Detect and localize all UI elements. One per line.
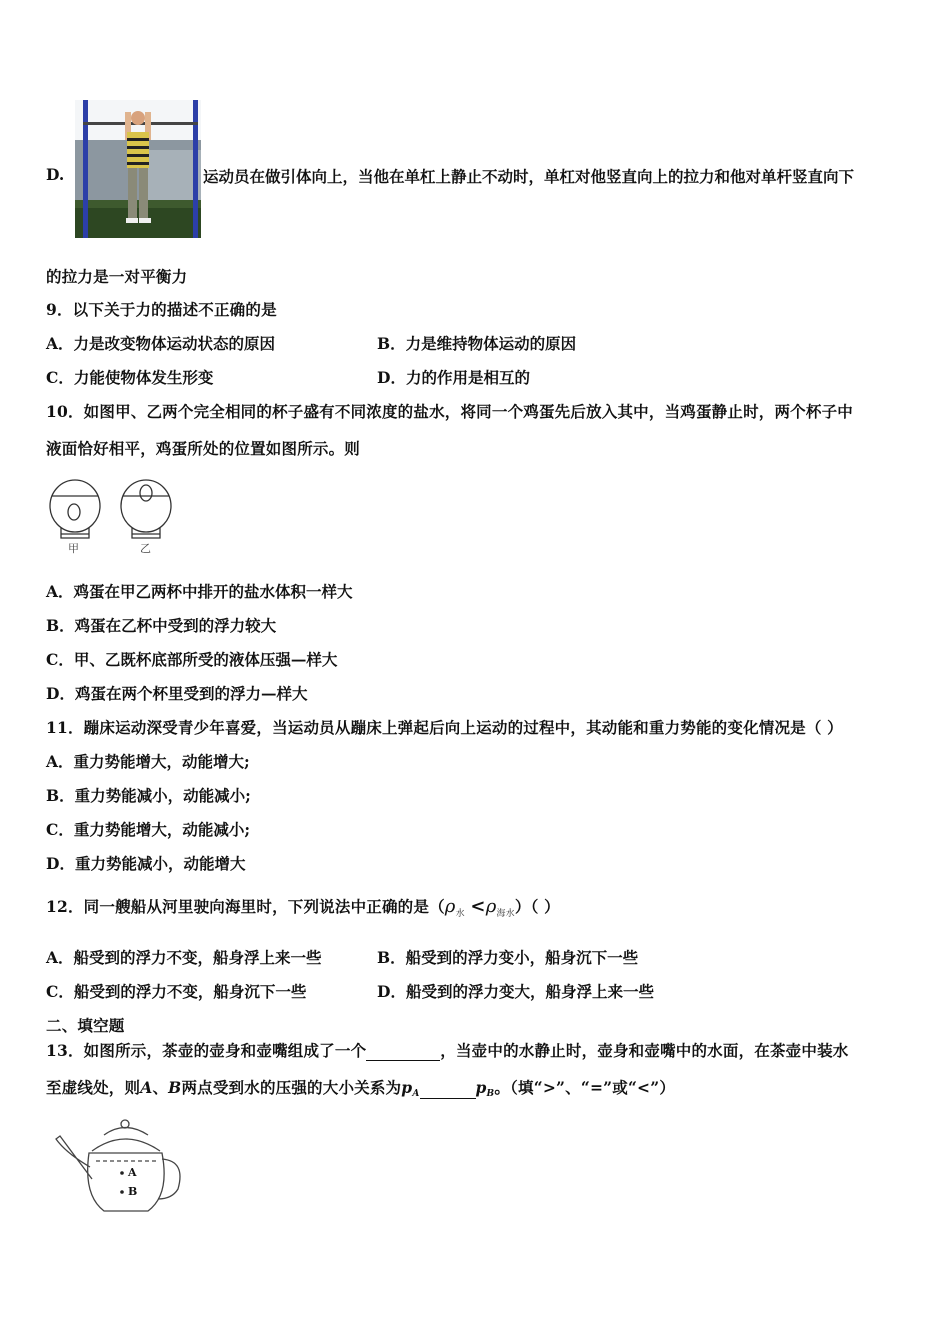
q9-stem: 9．以下关于力的描述不正确的是 [46, 300, 277, 319]
rho-water: ρ [444, 896, 456, 917]
pressure-sub-a: A [412, 1089, 420, 1099]
pull-up-photo [75, 100, 201, 238]
q12-stem-end: ）（ ） [514, 897, 560, 916]
q9-option-a: A．力是改变物体运动状态的原因 [46, 334, 276, 353]
q13-blank-2[interactable] [420, 1082, 476, 1099]
pressure-symbol-b: p [475, 1078, 487, 1097]
q12-option-a: A．船受到的浮力不变，船身浮上来一些 [46, 948, 322, 967]
q13-blank-1[interactable] [366, 1044, 440, 1061]
q8-option-d-label: D. [46, 165, 65, 184]
q13-stem1-b: ，当壶中的水静止时，壶身和壶嘴中的水面，在茶壶中装水 [440, 1041, 849, 1060]
q13-stem2-a: 至虚线处，则 [46, 1078, 141, 1097]
less-than: < [470, 896, 486, 917]
rho-seawater: ρ [485, 896, 497, 917]
q9-option-d: D．力的作用是相互的 [377, 368, 530, 387]
q13-stem2-c: 。（填“>”、“=”或“<”） [494, 1078, 676, 1097]
point-b-label: B [168, 1078, 182, 1097]
pressure-sub-b: B [486, 1089, 495, 1099]
q12-option-c: C．船受到的浮力不变，船身沉下一些 [46, 982, 307, 1001]
q11-option-a: A．重力势能增大，动能增大; [46, 752, 250, 771]
section-fill-in-heading: 二、填空题 [46, 1016, 125, 1035]
teapot-point-a-label: A [128, 1166, 137, 1179]
q13-stem2-b: 两点受到水的压强的大小关系为 [181, 1078, 402, 1097]
rho-seawater-sub: 海水 [496, 909, 515, 919]
egg-cups-figure [46, 476, 176, 558]
teapot-figure [52, 1115, 184, 1217]
q10-option-c: C．甲、乙既杯底部所受的液体压强—样大 [46, 650, 338, 669]
rho-water-sub: 水 [455, 909, 465, 919]
q8-option-d-text-cont: 的拉力是一对平衡力 [46, 267, 188, 286]
q13-stem-line1 [46, 1039, 848, 1061]
q11-stem: 11．蹦床运动深受青少年喜爱，当运动员从蹦床上弹起后向上运动的过程中，其动能和重力势能的变化情况是（ ） [46, 718, 843, 737]
q9-option-c: C．力能使物体发生形变 [46, 368, 214, 387]
q13-sep: 、 [152, 1078, 169, 1097]
q8-option-d-text: 运动员在做引体向上，当他在单杠上静止不动时，单杠对他竖直向上的拉力和他对单杆竖直向下 [203, 167, 855, 186]
q11-option-d: D．重力势能减小，动能增大 [46, 854, 246, 873]
q13-stem-line2 [46, 1076, 675, 1099]
cup-label-yi: 乙 [140, 542, 151, 555]
pressure-symbol-a: p [401, 1078, 413, 1097]
q13-stem1-a: 13．如图所示，茶壶的壶身和壶嘴组成了一个 [46, 1041, 367, 1060]
q11-option-b: B．重力势能减小，动能减小; [46, 786, 251, 805]
q12-stem-start: 12．同一艘船从河里驶向海里时，下列说法中正确的是（ [46, 897, 445, 916]
q10-stem-line1: 10．如图甲、乙两个完全相同的杯子盛有不同浓度的盐水，将同一个鸡蛋先后放入其中，当鸡蛋静止时，两个杯子中 [46, 402, 853, 421]
teapot-point-b-label: B [128, 1185, 138, 1198]
q10-option-b: B．鸡蛋在乙杯中受到的浮力较大 [46, 616, 277, 635]
q11-option-c: C．重力势能增大，动能减小; [46, 820, 251, 839]
q9-option-b: B．力是维持物体运动的原因 [377, 334, 577, 353]
q12-stem [46, 895, 560, 919]
cup-label-jia: 甲 [68, 542, 79, 555]
q12-option-d: D．船受到的浮力变大，船身浮上来一些 [377, 982, 654, 1001]
q10-stem-line2: 液面恰好相平，鸡蛋所处的位置如图所示。则 [46, 439, 361, 458]
point-a-label: A [140, 1078, 153, 1097]
q10-option-d: D．鸡蛋在两个杯里受到的浮力—样大 [46, 684, 308, 703]
q10-option-a: A．鸡蛋在甲乙两杯中排开的盐水体积一样大 [46, 582, 353, 601]
q12-option-b: B．船受到的浮力变小，船身沉下一些 [377, 948, 639, 967]
